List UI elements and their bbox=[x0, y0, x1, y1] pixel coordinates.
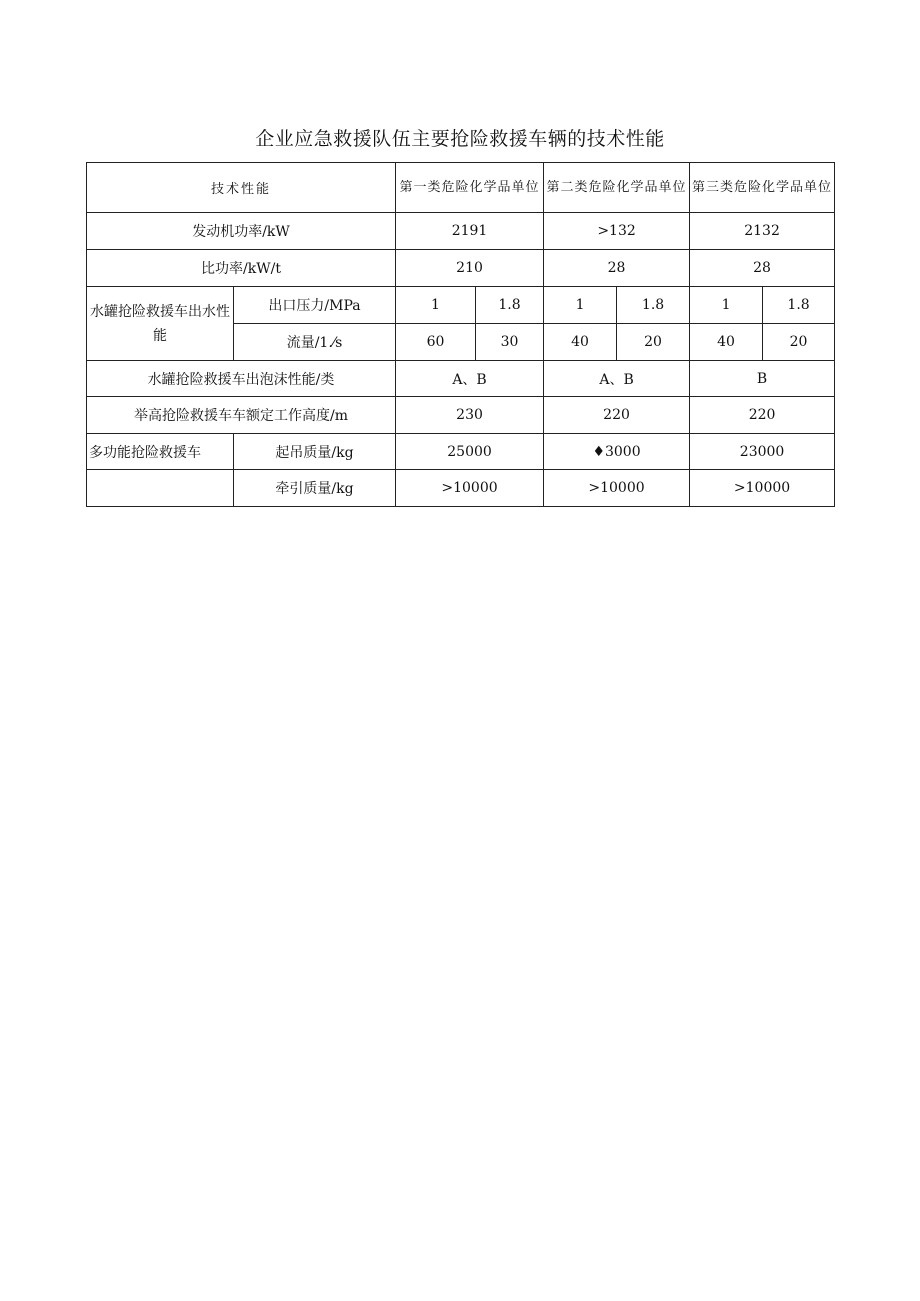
cell-flow-5: 40 bbox=[690, 324, 763, 361]
cell-lift-class-3: 23000 bbox=[690, 434, 835, 470]
row-label-lifting-mass: 起吊质量/kg bbox=[234, 434, 396, 470]
cell-tow-class-1: >10000 bbox=[396, 470, 544, 507]
cell-flow-4: 20 bbox=[617, 324, 690, 361]
empty-cell bbox=[87, 470, 234, 507]
cell-specific-power-class-1: 210 bbox=[396, 250, 544, 287]
row-label-aerial-height: 举高抢险救援车车额定工作高度/m bbox=[87, 397, 396, 434]
cell-pressure-4: 1.8 bbox=[617, 287, 690, 324]
cell-tow-class-3: >10000 bbox=[690, 470, 835, 507]
header-class-2-unit: 第二类危险化学品单位 bbox=[544, 163, 690, 213]
table-row-outlet-pressure bbox=[87, 287, 835, 324]
cell-foam-class-3: B bbox=[690, 361, 835, 397]
cell-foam-class-2: A、B bbox=[544, 361, 690, 397]
cell-lift-class-2: ♦3000 bbox=[544, 434, 690, 470]
table-row-engine-power bbox=[87, 213, 835, 250]
cell-pressure-2: 1.8 bbox=[476, 287, 544, 324]
cell-aerial-class-1: 230 bbox=[396, 397, 544, 434]
cell-aerial-class-2: 220 bbox=[544, 397, 690, 434]
cell-lift-class-1: 25000 bbox=[396, 434, 544, 470]
cell-specific-power-class-3: 28 bbox=[690, 250, 835, 287]
row-label-specific-power: 比功率/kW/t bbox=[87, 250, 396, 287]
cell-pressure-1: 1 bbox=[396, 287, 476, 324]
row-label-engine-power: 发动机功率/kW bbox=[87, 213, 396, 250]
cell-flow-6: 20 bbox=[763, 324, 835, 361]
cell-engine-class-3: 2132 bbox=[690, 213, 835, 250]
cell-tow-class-2: >10000 bbox=[544, 470, 690, 507]
cell-pressure-6: 1.8 bbox=[763, 287, 835, 324]
header-class-3-unit: 第三类危险化学品单位 bbox=[690, 163, 835, 213]
cell-flow-1: 60 bbox=[396, 324, 476, 361]
header-class-1-unit: 第一类危险化学品单位 bbox=[396, 163, 544, 213]
header-technical-performance: 技术性能 bbox=[87, 163, 396, 213]
cell-aerial-class-3: 220 bbox=[690, 397, 835, 434]
table-row-lifting-mass bbox=[87, 434, 835, 470]
row-label-towing-mass: 牵引质量/kg bbox=[234, 470, 396, 507]
cell-foam-class-1: A、B bbox=[396, 361, 544, 397]
cell-specific-power-class-2: 28 bbox=[544, 250, 690, 287]
table-row-towing-mass bbox=[87, 470, 835, 507]
cell-pressure-3: 1 bbox=[544, 287, 617, 324]
row-group-water-tank-output: 水罐抢险救援车出水性能 bbox=[87, 287, 234, 361]
cell-flow-3: 40 bbox=[544, 324, 617, 361]
cell-pressure-5: 1 bbox=[690, 287, 763, 324]
row-group-multi-function: 多功能抢险救援车 bbox=[87, 434, 234, 470]
cell-flow-2: 30 bbox=[476, 324, 544, 361]
page-title: 企业应急救援队伍主要抢险救援车辆的技术性能 bbox=[255, 128, 665, 150]
table-row-foam-performance bbox=[87, 361, 835, 397]
row-label-foam-performance: 水罐抢险救援车出泡沫性能/类 bbox=[87, 361, 396, 397]
cell-engine-class-1: 2191 bbox=[396, 213, 544, 250]
table-row-aerial-height bbox=[87, 397, 835, 434]
table-row-specific-power bbox=[87, 250, 835, 287]
technical-performance-table bbox=[86, 162, 835, 507]
cell-engine-class-2: >132 bbox=[544, 213, 690, 250]
row-label-flow-rate: 流量/1.⁄s bbox=[234, 324, 396, 361]
row-label-outlet-pressure: 出口压力/MPa bbox=[234, 287, 396, 324]
table-header-row bbox=[87, 163, 835, 213]
